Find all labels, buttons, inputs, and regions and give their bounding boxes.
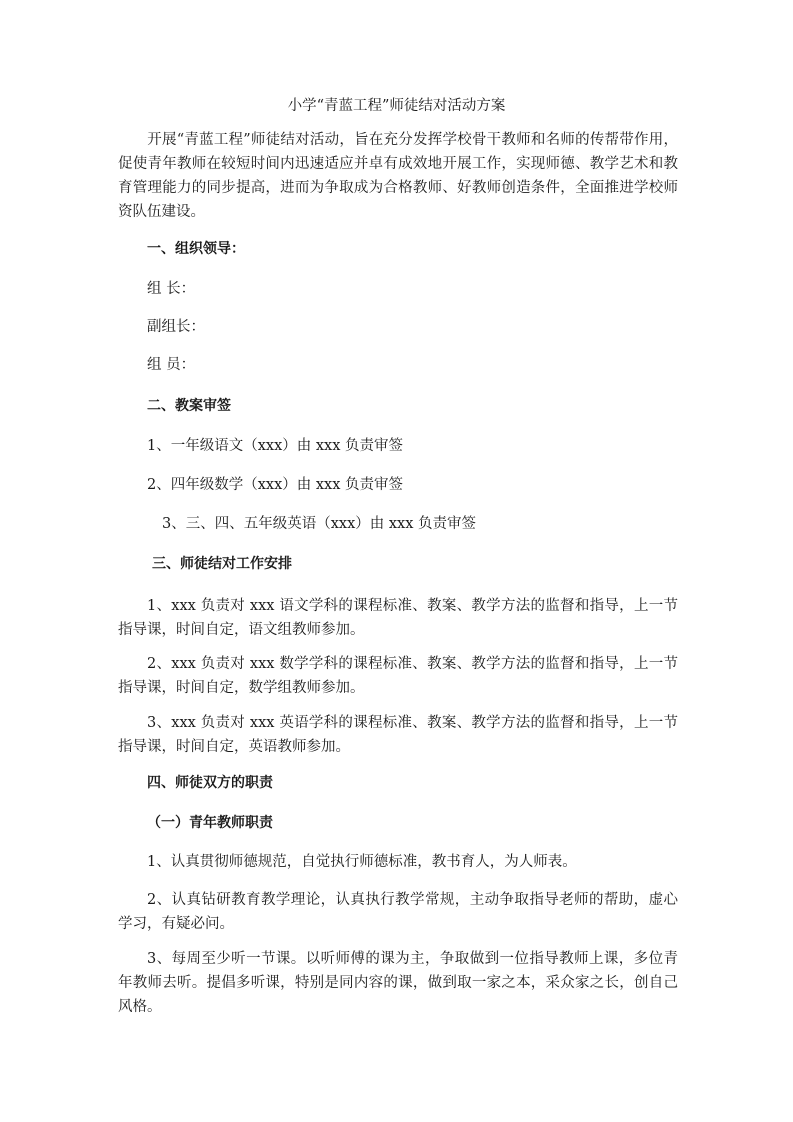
section4-heading: 四、师徒双方的职责 — [147, 775, 273, 791]
duty-item: 3、每周至少听一节课。以听师傅的课为主，争取做到一位指导教师上课，多位青年教师去听。提倡多听课，特别是同内容的课，做到取一家之本，采众家之长，创自己风格。 — [118, 951, 678, 1015]
intro-paragraph — [118, 128, 678, 224]
deputy-line: 副组长： — [147, 319, 205, 335]
section2-heading: 二、教案审签 — [147, 398, 231, 414]
review-item: 1、一年级语文（xxx）由 xxx 负责审签 — [147, 438, 404, 454]
section1-heading: 一、组织领导： — [147, 241, 245, 257]
pairing-item: 2、xxx 负责对 xxx 数学学科的课程标准、教案、教学方法的监督和指导，上一节指导课，时间自定，数学组教师参加。 — [118, 656, 678, 696]
leader-line: 组 长： — [147, 281, 196, 297]
members-line: 组 员： — [147, 357, 196, 373]
section4-subheading: （一）青年教师职责 — [147, 815, 273, 831]
review-item: 2、四年级数学（xxx）由 xxx 负责审签 — [147, 477, 404, 493]
duty-item: 2、认真钻研教育教学理论，认真执行教学常规，主动争取指导老师的帮助，虚心学习，有疑必问。 — [118, 892, 678, 932]
document-title: 小学“青蓝工程”师徒结对活动方案 — [287, 98, 506, 114]
pairing-item: 3、xxx 负责对 xxx 英语学科的课程标准、教案、教学方法的监督和指导，上一节指导课，时间自定，英语教师参加。 — [118, 715, 678, 755]
review-item: 3、三、四、五年级英语（xxx）由 xxx 负责审签 — [162, 516, 477, 532]
section3-heading: 三、师徒结对工作安排 — [152, 556, 292, 572]
pairing-item: 1、xxx 负责对 xxx 语文学科的课程标准、教案、教学方法的监督和指导，上一节指导课，时间自定，语文组教师参加。 — [118, 598, 678, 638]
duty-item: 1、认真贯彻师德规范，自觉执行师德标准，教书育人，为人师表。 — [147, 854, 577, 870]
intro-text: 开展“青蓝工程”师徒结对活动，旨在充分发挥学校骨干教师和名师的传帮带作用，促使青年教师在较短时间内迅速适应并卓有成效地开展工作，实现师德、教学艺术和教育管理能力的同步提高，进而为争取成为合格教师、好教师创造条件，全面推进学校师资队伍建设。 — [118, 132, 678, 220]
